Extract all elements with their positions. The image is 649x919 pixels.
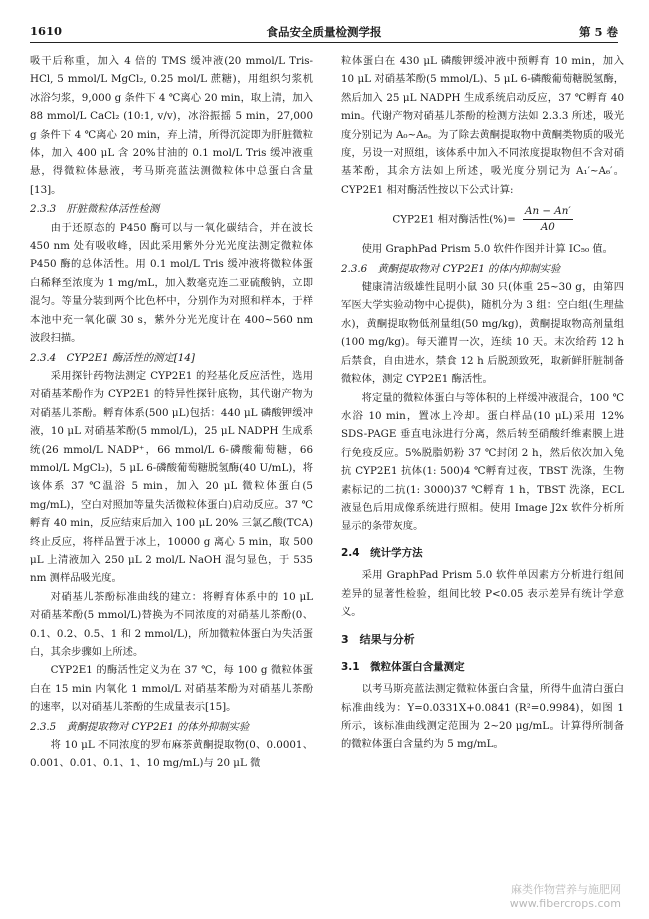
paragraph-enzyme-definition: CYP2E1 的酶活性定义为在 37 ℃，每 100 g 微粒体蛋白在 15 min 内氧化 1 mmol/L 对硝基苯酚为对硝基儿茶酚的速率，以对硝基儿茶酚的生成量表示[15]。 xyxy=(30,664,313,714)
paragraph-3-1: 以考马斯亮蓝法测定微粒体蛋白含量，所得牛血清白蛋白标准曲线为：Y=0.0331X+0.0841 (R²=0.9984)，如图 1 所示，该标准曲线测定范围为 2~20 μg/mL。计算得所制备的微粒体蛋白含量约为 5 mg/mL。 xyxy=(341,683,624,751)
watermark xyxy=(510,883,621,911)
heading-2-3-3: 2.3.3 肝脏微粒体活性检测 xyxy=(30,203,160,216)
paragraph-inhibition-cont: 粒体蛋白在 430 μL 磷酸钾缓冲液中预孵育 10 min，加入 10 μL 对硝基苯酚(5 mmol/L)、5 μL 6-磷酸葡萄糖脱氢酶，然后加入 25 μL NADPH 生成系统启动反应，37 ℃孵育 40 min。代谢产物对硝基儿茶酚的检测方法如 2.3.3 所述，吸光度分别记为 A₀~A₆。为了除去黄酮提取物中黄酮类物质的吸光度，另设一对照组，该体系中加入不同浓度提取物但不含对硝基苯酚，其余方法如上所述，吸光度分别记为 A₁′~A₆′。CYP2E1 相对酶活性按以下公式计算: xyxy=(341,55,624,196)
formula-fraction xyxy=(523,204,573,235)
heading-2-3-6: 2.3.6 黄酮提取物对 CYP2E1 的体内抑制实验 xyxy=(341,262,561,275)
heading-2-3-5: 2.3.5 黄酮提取物对 CYP2E1 的体外抑制实验 xyxy=(30,720,250,733)
formula-lhs: CYP2E1 相对酶活性(%)= xyxy=(392,213,516,226)
heading-2-3-4: 2.3.4 CYP2E1 酶活性的测定[14] xyxy=(30,351,195,364)
heading-3-1: 3.1 微粒体蛋白含量测定 xyxy=(341,660,465,673)
left-column xyxy=(30,52,313,773)
right-column xyxy=(341,52,624,754)
watermark-line-1: 麻类作物营养与施肥网 xyxy=(511,883,621,896)
heading-2-4: 2.4 统计学方法 xyxy=(341,546,423,559)
watermark-line-2: www.fibercrops.com xyxy=(509,897,621,910)
journal-title: 食品安全质量检测学报 xyxy=(266,25,382,39)
page-number: 1610 xyxy=(30,24,63,38)
formula-numerator: An − An′ xyxy=(523,204,573,220)
paragraph-2-3-4: 采用探针药物法测定 CYP2E1 的羟基化反应活性，选用对硝基苯酚作为 CYP2E1 的特异性探针底物，其代谢产物为对硝基儿茶酚。孵育体系(500 μL)包括：440 μL 磷酸钾缓冲液，10 μL 对硝基苯酚(5 mmol/L)，25 μL NADPH 生成系统(26 mmol/L NADP⁺，66 mmol/L 6-磷酸葡萄糖，66 mmol/L MgCl₂)，5 μL 6-磷酸葡萄糖脱氢酶(40 U/mL)，将该体系 37 ℃温浴 5 min，加入 20 μL 微粒体蛋白(5 mg/mL)，空白对照加等量失活微粒体蛋白)启动反应。37 ℃孵育 40 min，反应结束后加入 100 μL 20% 三氯乙酸(TCA)终止反应，将样品置于冰上，10000 g 离心 5 min，取 500 μL 上清液加入 250 μL 2 mol/L NaOH 混匀显色，于 535 nm 测样品吸光度。 xyxy=(30,369,313,585)
paragraph-2-3-6: 健康清洁级雄性昆明小鼠 30 只(体重 25~30 g，由第四军医大学实验动物中心提供)，随机分为 3 组：空白组(生理盐水)，黄酮提取物低剂量组(50 mg/kg)，黄酮提取物高剂量组(100 mg/kg)。每天灌胃一次，连续 10 天。末次给药 12 h 后禁食，自由进水，禁食 12 h 后脱颈致死，取新鲜肝脏制备微粒体，测定 CYP2E1 酶活性。 xyxy=(341,281,624,386)
paragraph-standard-curve: 对硝基儿茶酚标准曲线的建立：将孵育体系中的 10 μL 对硝基苯酚(5 mmol/L)替换为不同浓度的对硝基儿茶酚(0、0.1、0.2、0.5、1 和 2 mmol/L)，所加微粒体蛋白为失活蛋白，其余步骤如上所述。 xyxy=(30,590,313,658)
paragraph-2-3-5: 将 10 μL 不同浓度的罗布麻茶黄酮提取物(0、0.0001、0.001、0.01、0.1、1、10 mg/mL)与 20 μL 微 xyxy=(30,739,313,770)
page-header xyxy=(30,22,618,43)
activity-formula xyxy=(341,204,624,235)
paragraph-2-3-3: 由于还原态的 P450 酶可以与一氧化碳结合，并在波长 450 nm 处有吸收峰，因此采用紫外分光光度法测定微粒体 P450 酶的总体活性。用 0.1 mol/L Tris 缓冲液将微粒体蛋白稀释至浓度为 1 mg/mL，加入数毫克连二亚硫酸钠，立即混匀。等量分装到两个比色杯中，分别作为对照和样本，于样本池中充一氧化碳 30 s，紫外分光光度计在 400~560 nm 波段扫描。 xyxy=(30,221,313,345)
paragraph-prism: 使用 GraphPad Prism 5.0 软件作图并计算 IC₅₀ 值。 xyxy=(361,243,613,256)
paragraph-microsome-prep: 吸干后称重，加入 4 倍的 TMS 缓冲液(20 mmol/L Tris-HCl, 5 mmol/L MgCl₂, 0.25 mol/L 蔗糖)，用组织匀浆机冰浴匀浆，9,000 g 条件下 4 ℃离心 20 min，取上清，加入 88 mmol/L CaCl₂ (10:1, v/v)，冰浴振摇 5 min，27,000 g 条件下 4 ℃离心 20 min，弃上清，所得沉淀即为肝脏微粒体，加入 400 μL 含 20%甘油的 0.1 mol/L Tris 缓冲液重悬，得微粒体悬液，考马斯亮蓝法测微粒体中总蛋白含量[13]。 xyxy=(30,55,313,196)
heading-3: 3 结果与分析 xyxy=(341,633,415,647)
volume-label: 第 5 卷 xyxy=(578,25,618,39)
formula-denominator: A0 xyxy=(540,221,555,234)
paragraph-2-4: 采用 GraphPad Prism 5.0 软件单因素方分析进行组间差异的显著性检验，组间比较 P<0.05 表示差异有统计学意义。 xyxy=(341,569,624,618)
paragraph-western-blot: 将定量的微粒体蛋白与等体积的上样缓冲液混合，100 ℃水浴 10 min，置冰上冷却。蛋白样品(10 μL)采用 12% SDS-PAGE 垂直电泳进行分离，然后转至硝酸纤维素膜上进行免疫反应。5%脱脂奶粉 37 ℃封闭 2 h，然后依次加入兔抗 CYP2E1 抗体(1: 500)4 ℃孵育过夜，TBST 洗涤，生物素标记的二抗(1: 3000)37 ℃孵育 1 h，TBST 洗涤，ECL 液显色后用成像系统进行照相。使用 Image J2x 软件分析所显示的条带灰度。 xyxy=(341,391,624,533)
